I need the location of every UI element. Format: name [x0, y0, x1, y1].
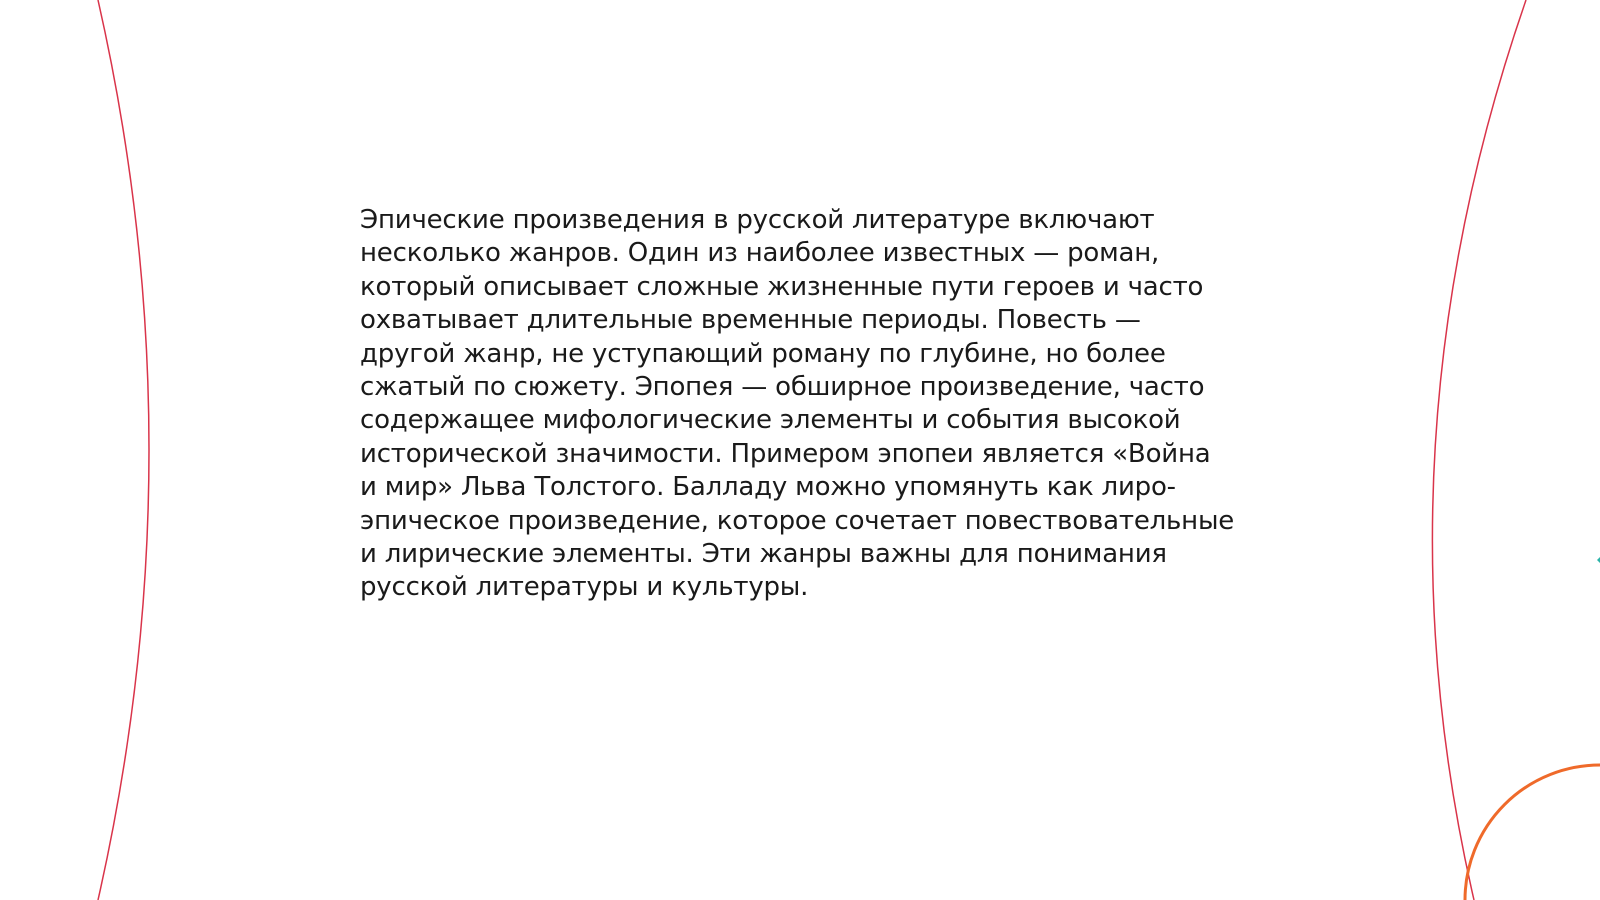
orange-circle-decoration	[1465, 765, 1600, 900]
paragraph-line: сжатый по сюжету. Эпопея — обширное произведение, часто	[360, 372, 1205, 403]
paragraph-line: другой жанр, не уступающий роману по глубине, но более	[360, 338, 1166, 369]
paragraph-line: исторической значимости. Примером эпопеи является «Война	[360, 438, 1211, 469]
paragraph-line: несколько жанров. Один из наиболее известных — роман,	[360, 238, 1160, 269]
right-arc-decoration	[1432, 0, 1526, 900]
paragraph-line: охватывает длительные временные периоды. Повесть —	[360, 305, 1141, 336]
paragraph-line: и мир» Льва Толстого. Балладу можно упомянуть как лиро-	[360, 472, 1176, 503]
paragraph-line: Эпические произведения в русской литературе включают	[360, 205, 1155, 235]
paragraph-line: который описывает сложные жизненные пути героев и часто	[360, 271, 1204, 302]
body-paragraph	[360, 204, 1260, 605]
paragraph-line: содержащее мифологические элементы и события высокой	[360, 405, 1181, 436]
paragraph-line: эпическое произведение, которое сочетает повествовательные	[360, 505, 1235, 536]
left-arc-decoration	[98, 0, 149, 900]
paragraph-line: русской литературы и культуры.	[360, 572, 809, 603]
paragraph-line: и лирические элементы. Эти жанры важны для понимания	[360, 539, 1167, 570]
